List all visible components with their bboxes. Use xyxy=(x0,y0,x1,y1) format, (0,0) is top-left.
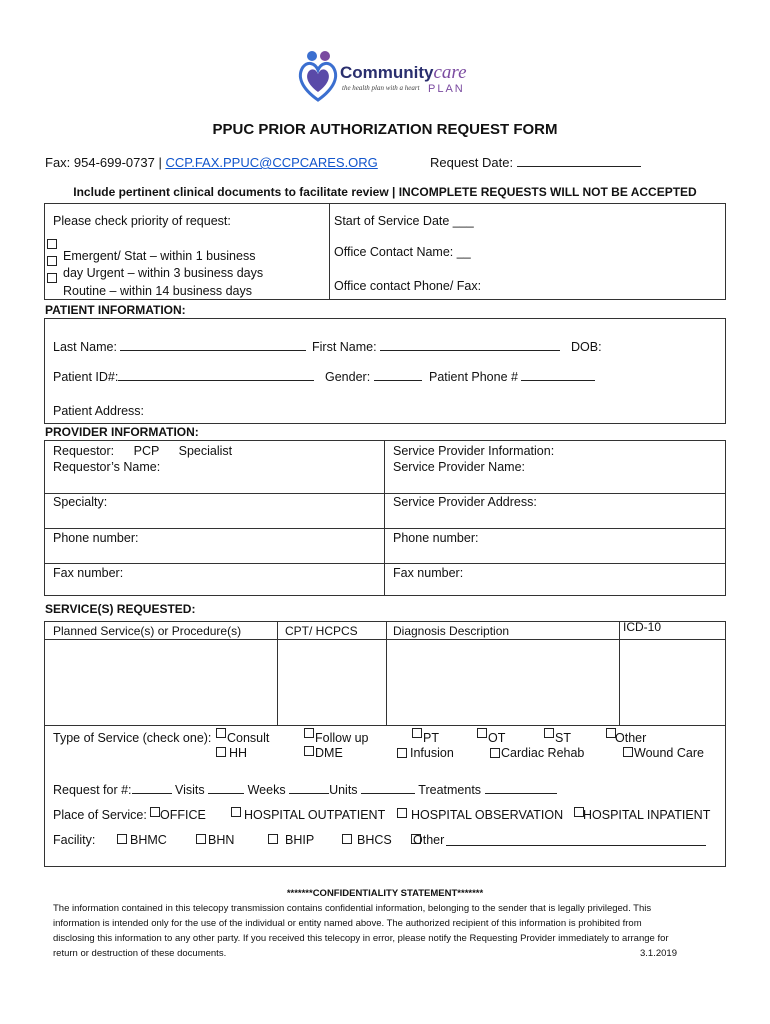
icd10-cell[interactable] xyxy=(620,640,725,724)
office-contact-name-label[interactable]: Office Contact Name: __ xyxy=(334,245,471,259)
diagnosis-cell[interactable] xyxy=(387,640,618,724)
patient-address-label[interactable]: Patient Address: xyxy=(53,404,145,418)
type-consult-checkbox[interactable] xyxy=(216,728,226,738)
facility-bhip-label: BHIP xyxy=(285,833,315,847)
type-infusion-checkbox[interactable] xyxy=(397,748,407,758)
facility-other-field[interactable] xyxy=(446,835,706,846)
type-ot-label: OT xyxy=(488,731,506,745)
confidentiality-line: disclosing this information to any other party. If you received this telecopy in error, please notify the Requesting Provider immediately to arrange for xyxy=(53,933,669,944)
request-date-field[interactable] xyxy=(517,156,641,167)
weeks-field[interactable] xyxy=(208,783,244,794)
logo xyxy=(295,48,475,106)
type-pt-checkbox[interactable] xyxy=(412,728,422,738)
type-st-checkbox[interactable] xyxy=(544,728,554,738)
priority-option-routine: Routine – within 14 business days xyxy=(63,284,253,298)
logo-name: Community xyxy=(340,63,434,82)
place-of-service-label: Place of Service: xyxy=(53,808,147,822)
cpt-cell[interactable] xyxy=(278,640,385,724)
place-hospital-outpatient-checkbox[interactable] xyxy=(231,807,241,817)
patient-id-label: Patient ID#: xyxy=(53,370,119,384)
provider-heading: PROVIDER INFORMATION: xyxy=(45,425,199,439)
confidentiality-line: The information contained in this telecopy transmission contains confidential information, belonging to the sender that is legally privileged. This xyxy=(53,903,652,914)
gender-field[interactable] xyxy=(325,370,422,384)
type-cardiac-rehab-label: Cardiac Rehab xyxy=(501,746,585,760)
service-provider-name-label[interactable]: Service Provider Name: xyxy=(393,460,525,474)
last-name-field[interactable] xyxy=(53,340,306,354)
facility-bhmc-label: BHMC xyxy=(130,833,167,847)
first-name-label: First Name: xyxy=(312,340,377,354)
service-provider-info-label: Service Provider Information: xyxy=(393,444,555,458)
priority-emergent-checkbox[interactable] xyxy=(47,239,57,249)
request-for-label: Request for #: xyxy=(53,783,132,797)
type-hh-label: HH xyxy=(229,746,248,760)
priority-option-urgent: day Urgent – within 3 business days xyxy=(63,266,264,280)
dob-label[interactable]: DOB: xyxy=(571,340,602,354)
first-name-field[interactable] xyxy=(312,340,560,354)
start-of-service-label[interactable]: Start of Service Date ___ xyxy=(334,214,474,228)
patient-phone-label: Patient Phone # xyxy=(429,370,518,384)
patient-phone-field[interactable] xyxy=(429,370,595,384)
service-provider-address-label[interactable]: Service Provider Address: xyxy=(393,495,537,509)
requestor-specialist-option[interactable]: Specialist xyxy=(178,444,233,458)
visits-label: Visits xyxy=(175,783,205,797)
facility-bhcs-checkbox[interactable] xyxy=(342,834,352,844)
requestor-fax-label[interactable]: Fax number: xyxy=(53,566,124,580)
type-consult-label: Consult xyxy=(227,731,270,745)
treatments-count-field[interactable] xyxy=(361,783,415,794)
requestor-row xyxy=(53,444,232,458)
type-wound-care-label: Wound Care xyxy=(634,746,704,760)
specialty-label[interactable]: Specialty: xyxy=(53,495,108,509)
type-followup-label: Follow up xyxy=(315,731,369,745)
fax-label: Fax: 954-699-0737 | xyxy=(45,155,166,170)
confidentiality-line: return or destruction of these documents. xyxy=(53,948,227,959)
place-office-checkbox[interactable] xyxy=(150,807,160,817)
weeks-label: Weeks xyxy=(247,783,286,797)
type-pt-label: PT xyxy=(423,731,439,745)
fax-line xyxy=(45,155,378,170)
treatments-label: Treatments xyxy=(418,783,482,797)
place-hospital-observation-label: HOSPITAL OBSERVATION xyxy=(411,808,564,822)
request-date xyxy=(430,155,641,170)
type-of-service-label: Type of Service (check one): xyxy=(53,731,212,745)
logo-plan: PLAN xyxy=(428,83,465,95)
type-cardiac-rehab-checkbox[interactable] xyxy=(490,748,500,758)
column-header-icd10: ICD-10 xyxy=(623,620,662,634)
facility-label: Facility: xyxy=(53,833,96,847)
office-contact-phone-label[interactable]: Office contact Phone/ Fax: xyxy=(334,279,482,293)
priority-urgent-checkbox[interactable] xyxy=(47,256,57,266)
requestor-label: Requestor: xyxy=(53,444,115,458)
column-header-diagnosis: Diagnosis Description xyxy=(393,624,510,638)
confidentiality-line: information is intended only for the use of the individual or entity named above. The authorized recipient of this information is prohibited from xyxy=(53,918,642,929)
confidentiality-heading: *******CONFIDENTIALITY STATEMENT******* xyxy=(286,888,484,899)
type-dme-checkbox[interactable] xyxy=(304,746,314,756)
facility-bhip-checkbox[interactable] xyxy=(268,834,278,844)
request-for-row xyxy=(53,783,557,797)
logo-name-accent: care xyxy=(433,62,467,83)
visits-field[interactable] xyxy=(132,783,172,794)
type-dme-label: DME xyxy=(315,746,343,760)
facility-other-label: Other xyxy=(413,833,445,847)
type-other-label: Other xyxy=(615,731,647,745)
place-office-label: OFFICE xyxy=(160,808,206,822)
service-provider-phone-label[interactable]: Phone number: xyxy=(393,531,479,545)
units-label: Units xyxy=(329,783,358,797)
page-title: PPUC PRIOR AUTHORIZATION REQUEST FORM xyxy=(212,121,558,138)
treatments-field[interactable] xyxy=(485,783,557,794)
requestor-pcp-option[interactable]: PCP xyxy=(133,444,160,458)
column-header-planned-service: Planned Service(s) or Procedure(s) xyxy=(53,624,242,638)
type-infusion-label: Infusion xyxy=(410,746,454,760)
place-hospital-outpatient-label: HOSPITAL OUTPATIENT xyxy=(244,808,386,822)
facility-bhcs-label: BHCS xyxy=(357,833,392,847)
facility-bhn-label: BHN xyxy=(208,833,235,847)
place-hospital-observation-checkbox[interactable] xyxy=(397,808,407,818)
patient-id-field[interactable] xyxy=(53,370,314,384)
units-field[interactable] xyxy=(289,783,329,794)
type-ot-checkbox[interactable] xyxy=(477,728,487,738)
requestor-phone-label[interactable]: Phone number: xyxy=(53,531,139,545)
type-wound-care-checkbox[interactable] xyxy=(623,747,633,757)
planned-service-cell[interactable] xyxy=(45,640,276,724)
type-hh-checkbox[interactable] xyxy=(216,747,226,757)
type-st-label: ST xyxy=(555,731,571,745)
type-followup-checkbox[interactable] xyxy=(304,728,314,738)
priority-routine-checkbox[interactable] xyxy=(47,273,57,283)
form-version-date: 3.1.2019 xyxy=(640,948,677,959)
logo-tagline: the health plan with a heart xyxy=(342,84,420,92)
facility-bhn-checkbox[interactable] xyxy=(196,834,206,844)
request-date-label: Request Date: xyxy=(430,155,514,170)
facility-bhmc-checkbox[interactable] xyxy=(117,834,127,844)
heart-logo-icon xyxy=(295,48,343,104)
services-heading: SERVICE(S) REQUESTED: xyxy=(45,602,196,616)
gender-label: Gender: xyxy=(325,370,371,384)
patient-heading: PATIENT INFORMATION: xyxy=(45,303,186,317)
priority-option-emergent: Emergent/ Stat – within 1 business xyxy=(63,249,256,263)
fax-email-link[interactable]: CCP.FAX.PPUC@CCPCARES.ORG xyxy=(165,155,378,170)
requestor-name-label[interactable]: Requestor’s Name: xyxy=(53,460,161,474)
notice-text: Include pertinent clinical documents to facilitate review | INCOMPLETE REQUESTS WILL NOT BE ACCEPTED xyxy=(73,185,697,199)
priority-prompt: Please check priority of request: xyxy=(53,214,231,228)
last-name-label: Last Name: xyxy=(53,340,117,354)
service-provider-fax-label[interactable]: Fax number: xyxy=(393,566,464,580)
column-header-cpt-hcpcs: CPT/ HCPCS xyxy=(285,624,358,638)
place-hospital-inpatient-label: HOSPITAL INPATIENT xyxy=(583,808,711,822)
